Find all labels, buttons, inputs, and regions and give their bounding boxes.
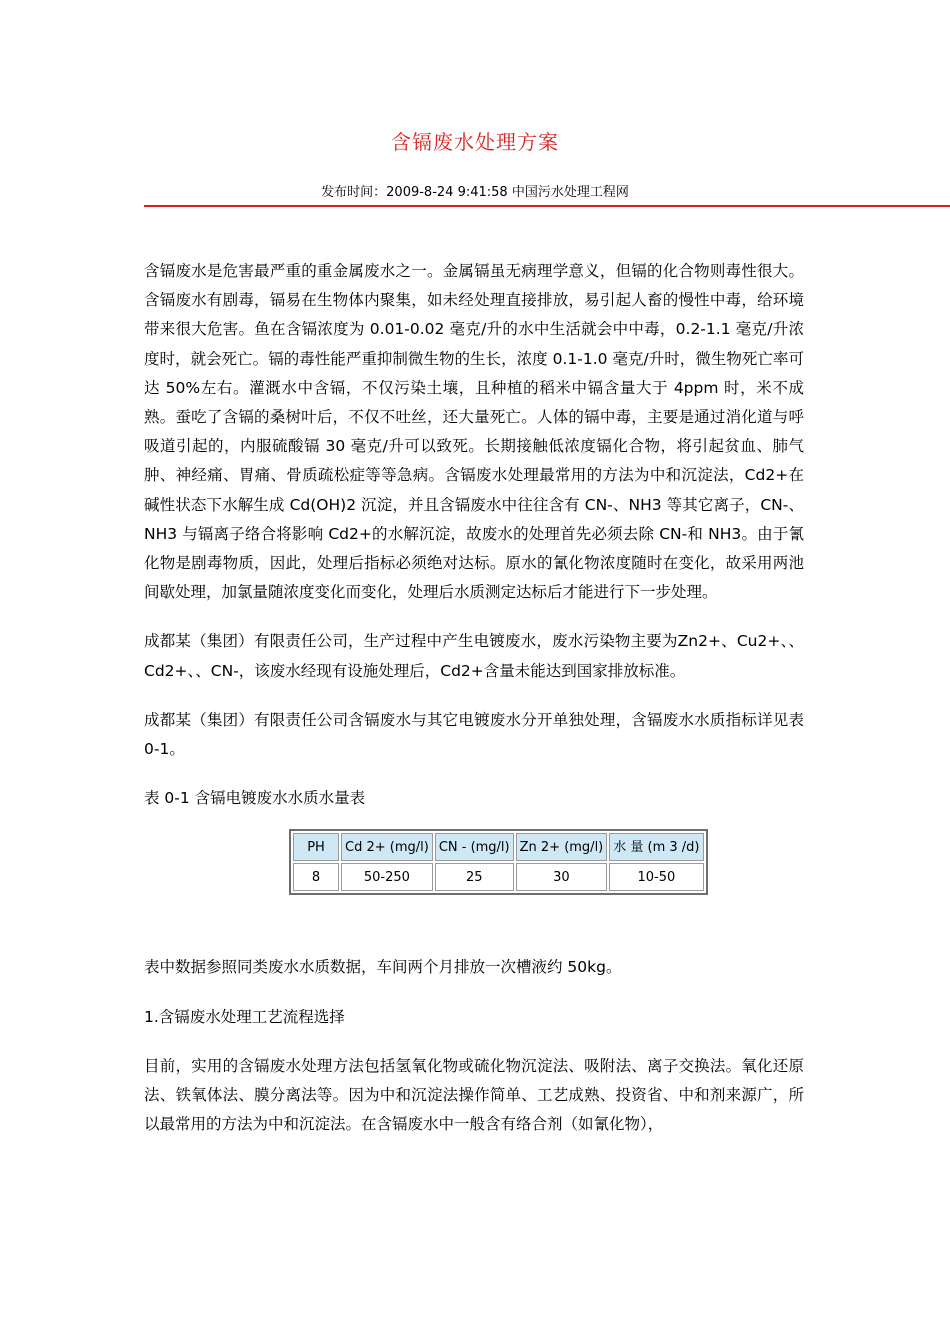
table-cell: 50-250 — [341, 863, 433, 891]
table-cell: 10-50 — [609, 863, 703, 891]
paragraph-section: 目前，实用的含镉废水处理方法包括氢氧化物或硫化物沉淀法、吸附法、离子交换法。氧化还原法、铁氧体法、膜分离法等。因为中和沉淀法操作简单、工艺成熟、投资省、中和剂来源广，所以最常用的方法为中和沉淀法。在含镉废水中一般含有络合剂（如氰化物）， — [144, 1056, 804, 1134]
table-cell: 30 — [516, 863, 608, 891]
table-spacer — [144, 895, 804, 953]
section-heading: 1.含镉废水处理工艺流程选择 — [144, 1007, 345, 1026]
table-caption: 表 0-1 含镉电镀废水水质水量表 — [144, 789, 366, 808]
paragraph-table-ref: 成都某（集团）有限责任公司含镉废水与其它电镀废水分开单独处理，含镉废水水质指标详见表 0-1。 — [144, 710, 804, 759]
table-header-cell: PH — [293, 833, 339, 861]
paragraph-intro: 含镉废水是危害最严重的重金属废水之一。金属镉虽无病理学意义，但镉的化合物则毒性很大。含镉废水有剧毒，镉易在生物体内聚集，如未经处理直接排放，易引起人畜的慢性中毒，给环境带来很大危害。鱼在含镉浓度为 0.01-0.02 毫克/升的水中生活就会中中毒，0.2-1.1 毫克/升浓度时，就会死亡。镉的毒性能严重抑制微生物的生长，浓度 0.1-1.0 毫克/升时，微生物死亡率可达 50%左右。灌溉水中含镉，不仅污染土壤，且种植的稻米中镉含量大于 4ppm 时，米不成熟。蚕吃了含镉的桑树叶后，不仅不吐丝，还大量死亡。人体的镉中毒，主要是通过消化道与呼吸道引起的，内服硫酸镉 30 毫克/升可以致死。长期接触低浓度镉化合物，将引起贫血、肺气肿、神经痛、胃痛、骨质疏松症等等急病。含镉废水处理最常用的方法为中和沉淀法，Cd2+在碱性状态下水解生成 Cd(OH)2 沉淀，并且含镉废水中往往含有 CN-、NH3 等其它离子，CN-、NH3 与镉离子络合将影响 Cd2+的水解沉淀，故废水的处理首先必须去除 CN-和 NH3。由于氰化物是剧毒物质，因此，处理后指标必须绝对达标。原水的氰化物浓度随时在变化，故采用两池间歇处理，加氯量随浓度变化而变化，处理后水质测定达标后才能进行下一步处理。 — [144, 262, 804, 602]
table-header-cell: 水 量 (m 3 /d) — [609, 833, 703, 861]
water-quality-table — [289, 829, 708, 895]
table-row — [293, 863, 704, 891]
table-header-cell: Cd 2+ (mg/l) — [341, 833, 433, 861]
table-header-cell: CN - (mg/l) — [435, 833, 514, 861]
table-cell: 25 — [435, 863, 514, 891]
header-divider — [144, 205, 950, 207]
article-body — [144, 257, 804, 1159]
table-cell: 8 — [293, 863, 339, 891]
table-header-row — [293, 833, 704, 861]
page-title: 含镉废水处理方案 — [391, 130, 559, 154]
table-header-cell: Zn 2+ (mg/l) — [516, 833, 608, 861]
paragraph-after-table: 表中数据参照同类废水水质数据，车间两个月排放一次槽液约 50kg。 — [144, 958, 622, 977]
publish-info: 发布时间：2009-8-24 9:41:58 中国污水处理工程网 — [321, 185, 629, 200]
paragraph-company: 成都某（集团）有限责任公司，生产过程中产生电镀废水，废水污染物主要为Zn2+、Cu2+、、Cd2+、、CN-，该废水经现有设施处理后，Cd2+含量未能达到国家排放标准。 — [144, 632, 804, 680]
